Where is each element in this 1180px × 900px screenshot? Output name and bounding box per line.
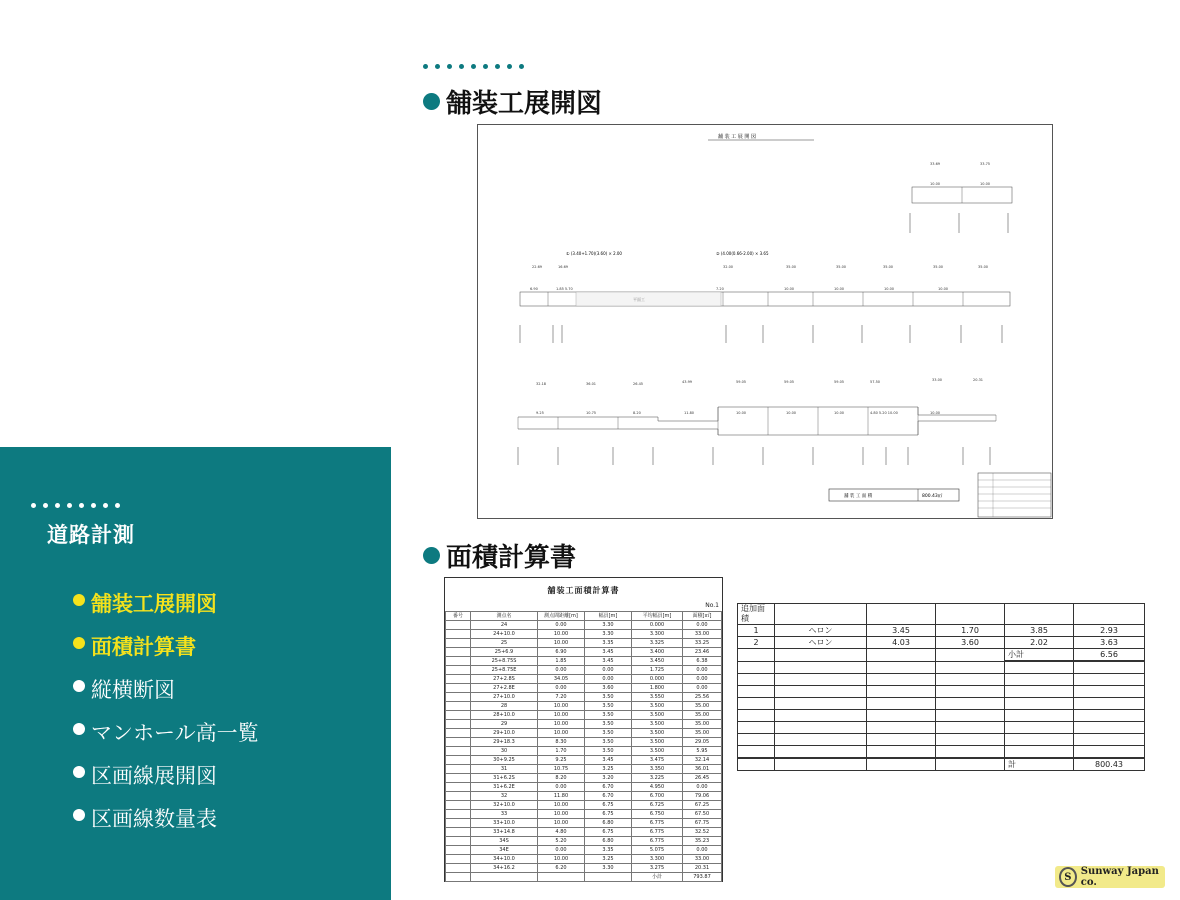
sidebar-item-area-calc[interactable]: 面積計算書 [71,631,259,674]
table-cell [446,648,471,657]
table-cell: 3.50 [585,711,632,720]
svg-text:10.00: 10.00 [834,411,845,415]
table-cell: 3.45 [585,657,632,666]
table-cell: 0.00 [683,684,722,693]
sidebar-menu [71,588,259,846]
table-row [446,774,722,783]
pavement-drawing [477,124,1053,519]
table-cell: 24 [471,621,538,630]
table-cell: 6.38 [683,657,722,666]
table-cell [446,720,471,729]
table-cell: 33.00 [683,855,722,864]
table-row [446,828,722,837]
table-cell: 5.95 [683,747,722,756]
total-label: 計 [1005,758,1074,771]
table-cell: 3.500 [632,738,683,747]
svg-text:33.75: 33.75 [980,162,991,166]
table-cell: 32.52 [683,828,722,837]
table-cell [446,855,471,864]
table-row [446,702,722,711]
table-row [446,630,722,639]
formula-2: ② (4.00(0.66-2.00) × 3.65 [716,251,769,256]
calc-heading [423,537,576,574]
svg-text:10.00: 10.00 [784,287,795,291]
table-cell: 10.00 [538,810,585,819]
sidebar-title: 道路計測 [47,523,135,547]
table-cell: 35.00 [683,720,722,729]
table-row [446,855,722,864]
table-row [446,801,722,810]
table-cell: 35.00 [683,711,722,720]
table-cell: 6.20 [538,864,585,873]
table-cell [446,792,471,801]
table-cell [446,801,471,810]
bullet-icon [73,637,85,649]
table-cell [446,675,471,684]
table-cell: 3.30 [585,630,632,639]
svg-text:59.05: 59.05 [784,380,795,384]
table-cell: 35.00 [683,729,722,738]
table-row [446,675,722,684]
table-cell: 6.75 [585,801,632,810]
svg-text:10.00: 10.00 [930,411,941,415]
svg-text:4.80 5.20 10.00: 4.80 5.20 10.00 [870,411,898,415]
table-cell [446,837,471,846]
decor-dots-sidebar [31,493,127,512]
subtotal-value: 6.56 [1074,649,1145,662]
table-row [446,837,722,846]
svg-text:10.00: 10.00 [980,182,991,186]
table-row [446,639,722,648]
table-cell: 3.225 [632,774,683,783]
table-cell: 3.20 [585,774,632,783]
sheet-page-no: No.1 [705,602,719,609]
svg-text:22.69: 22.69 [532,265,543,269]
table-cell: 31 [471,765,538,774]
table-cell: 3.500 [632,747,683,756]
bullet-icon [73,594,85,606]
table-cell: 3.50 [585,747,632,756]
table-cell: 33.25 [683,639,722,648]
table-row [446,783,722,792]
table-cell: 33.00 [683,630,722,639]
table-row: 2 ヘロン 4.03 3.60 2.02 3.63 [738,637,1145,649]
table-cell: 6.775 [632,837,683,846]
table-cell: 6.80 [585,837,632,846]
svg-text:6.90: 6.90 [530,287,538,291]
table-cell: 3.30 [585,864,632,873]
drawing-heading-text: 舗装工展開図 [446,89,603,119]
table-row [446,621,722,630]
svg-text:10.00: 10.00 [938,287,949,291]
table-cell: 23.46 [683,648,722,657]
table-row [446,864,722,873]
table-cell: 6.70 [585,783,632,792]
table-cell: 3.475 [632,756,683,765]
table-row [446,765,722,774]
table-cell [446,684,471,693]
table-cell: 3.500 [632,702,683,711]
col-header: 面積[㎡] [683,612,722,621]
table-cell: 33+14.8 [471,828,538,837]
col-header: 番号 [446,612,471,621]
table-row [446,666,722,675]
table-row [446,810,722,819]
table-cell: 3.25 [585,765,632,774]
svg-text:10.00: 10.00 [786,411,797,415]
table-cell: 24+10.0 [471,630,538,639]
table-cell: 0.00 [683,783,722,792]
decor-dots-top [423,54,531,73]
table-cell: 10.00 [538,720,585,729]
table-cell: 34.05 [538,675,585,684]
table-cell: 6.750 [632,810,683,819]
table-cell: 3.300 [632,855,683,864]
table-row [446,756,722,765]
table-cell: 32+10.0 [471,801,538,810]
sidebar-item-pavement-drawing[interactable]: 舗装工展開図 [71,588,259,631]
table-row [446,738,722,747]
table-row [446,693,722,702]
table-cell: 3.50 [585,738,632,747]
svg-text:32.18: 32.18 [536,382,547,386]
drawing-title: 舗 装 工 展 開 図 [718,134,756,140]
table-cell: 3.500 [632,720,683,729]
table-cell: 6.725 [632,801,683,810]
table-cell [446,738,471,747]
table-row [446,846,722,855]
table-cell: 10.00 [538,855,585,864]
svg-text:35.00: 35.00 [978,265,989,269]
sidebar-item-lane-marking-drawing[interactable]: 区画線展開図 [71,760,259,803]
sidebar-item-manhole-list[interactable]: マンホール高一覧 [71,717,259,760]
table-cell: 3.35 [585,639,632,648]
table-cell: 3.50 [585,693,632,702]
table-cell: 28+10.0 [471,711,538,720]
table-cell: 3.25 [585,855,632,864]
table-cell: 27+2.8E [471,684,538,693]
table-cell: 10.00 [538,729,585,738]
area-label: 舗 装 工 面 積 [844,494,873,499]
table-cell: 3.325 [632,639,683,648]
company-logo [1055,866,1165,888]
table-cell: 6.75 [585,828,632,837]
svg-text:59.05: 59.05 [736,380,747,384]
table-cell: 1.70 [538,747,585,756]
table-row [446,684,722,693]
table-cell: 5.20 [538,837,585,846]
table-cell: 3.50 [585,702,632,711]
table-cell: 1.85 [538,657,585,666]
table-cell: 6.70 [585,792,632,801]
table-cell: 29+10.0 [471,729,538,738]
table-cell: 30+9.25 [471,756,538,765]
table-cell: 29 [471,720,538,729]
table-cell: 0.00 [683,675,722,684]
table-cell [446,666,471,675]
table-cell: 1.725 [632,666,683,675]
table-cell: 10.00 [538,630,585,639]
table-cell: 0.00 [538,666,585,675]
bullet-icon [73,723,85,735]
table-cell: 1.800 [632,684,683,693]
table-cell: 4.80 [538,828,585,837]
table-cell: 3.35 [585,846,632,855]
table-cell: 0.00 [683,621,722,630]
table-cell: 3.30 [585,621,632,630]
table-cell [446,846,471,855]
table-cell: 10.00 [538,819,585,828]
table-cell: 25.56 [683,693,722,702]
table-cell: 3.60 [585,684,632,693]
table-cell: 0.00 [538,621,585,630]
table-cell: 0.00 [538,783,585,792]
table-cell [446,810,471,819]
svg-text:7.20: 7.20 [716,287,724,291]
svg-text:35.00: 35.00 [786,265,797,269]
table-cell [446,756,471,765]
svg-text:33.69: 33.69 [930,162,941,166]
subtotal-row [738,649,1145,662]
additional-area-table [737,603,1145,771]
table-cell [446,657,471,666]
table-cell: 27+2.8S [471,675,538,684]
table-cell: 6.700 [632,792,683,801]
table-cell: 3.275 [632,864,683,873]
svg-text:33.00: 33.00 [932,378,943,382]
table-cell: 6.75 [585,810,632,819]
svg-text:10.00: 10.00 [736,411,747,415]
table-cell: 31+6.2E [471,783,538,792]
svg-text:16.69: 16.69 [558,265,569,269]
total-value: 800.43 [1074,758,1145,771]
table-cell: 3.450 [632,657,683,666]
svg-text:10.00: 10.00 [884,287,895,291]
table-cell: 0.000 [632,675,683,684]
svg-text:1.85 5.70: 1.85 5.70 [556,287,573,291]
table-cell: 0.00 [538,846,585,855]
table-cell: 3.500 [632,729,683,738]
table-cell: 34S [471,837,538,846]
bullet-icon [73,680,85,692]
table-cell: 10.00 [538,711,585,720]
table-cell: 26.45 [683,774,722,783]
svg-text:20.31: 20.31 [973,378,984,382]
table-cell: 6.775 [632,828,683,837]
table-row: 1 ヘロン 3.45 1.70 3.85 2.93 [738,625,1145,637]
table-cell: 32 [471,792,538,801]
table-cell: 33 [471,810,538,819]
table-cell: 25+8.75E [471,666,538,675]
table-cell: 3.50 [585,720,632,729]
table-cell: 0.00 [585,666,632,675]
col-header: 平均幅員[m] [632,612,683,621]
table-cell: 10.00 [538,639,585,648]
table-cell: 9.25 [538,756,585,765]
subtotal-row [446,873,722,882]
table-cell [446,864,471,873]
table-row [446,720,722,729]
total-row [738,758,1145,771]
table-cell: 0.00 [683,846,722,855]
table-cell: 3.45 [585,648,632,657]
table-cell: 27+10.0 [471,693,538,702]
table-cell: 5.075 [632,846,683,855]
svg-text:9.25: 9.25 [536,411,544,415]
table-cell: 0.00 [585,675,632,684]
table-cell: 3.350 [632,765,683,774]
svg-text:10.00: 10.00 [834,287,845,291]
table-cell: 79.06 [683,792,722,801]
table-cell: 29+18.3 [471,738,538,747]
table-row [446,657,722,666]
area-value: 800.43㎡ [922,494,943,499]
table-cell: 3.550 [632,693,683,702]
table-cell [446,711,471,720]
table-cell [446,765,471,774]
table-cell: 31+6.2S [471,774,538,783]
svg-text:35.00: 35.00 [883,265,894,269]
subtotal-value: 793.87 [683,873,722,882]
table-cell: 8.30 [538,738,585,747]
table-cell: 3.400 [632,648,683,657]
table-cell: 35.23 [683,837,722,846]
table-cell: 8.20 [538,774,585,783]
center-label: 平面工 [633,297,645,302]
formula-1: ① (3.40+1.70)(3.60) × 2.00 [566,251,622,256]
table-cell: 10.75 [538,765,585,774]
table-row [446,648,722,657]
table-row [446,729,722,738]
table-cell: 34E [471,846,538,855]
table-cell [446,774,471,783]
bullet-icon [73,766,85,778]
table-cell: 0.00 [683,666,722,675]
table-row [446,747,722,756]
svg-text:11.80: 11.80 [684,411,695,415]
table-cell: 6.90 [538,648,585,657]
bullet-icon [73,809,85,821]
table-cell: 3.500 [632,711,683,720]
svg-text:10.00: 10.00 [930,182,941,186]
table-cell: 33+10.0 [471,819,538,828]
table-cell: 67.75 [683,819,722,828]
table-cell [446,639,471,648]
col-header: 測点間距離[m] [538,612,585,621]
sidebar-item-lane-marking-quantity[interactable]: 区画線数量表 [71,803,259,846]
table-cell: 25+8.75S [471,657,538,666]
table-cell: 3.45 [585,756,632,765]
table-cell [446,783,471,792]
svg-text:35.00: 35.00 [933,265,944,269]
svg-text:36.01: 36.01 [586,382,597,386]
area-calc-sheet [444,577,723,882]
table-cell: 6.80 [585,819,632,828]
table-row [446,711,722,720]
table-row [446,792,722,801]
table-cell: 35.00 [683,702,722,711]
table-cell: 0.000 [632,621,683,630]
table-cell: 67.50 [683,810,722,819]
table-cell: 0.00 [538,684,585,693]
table-cell: 32.14 [683,756,722,765]
subtotal-label: 小計 [632,873,683,882]
drawing-svg [478,125,1052,518]
table-cell: 25+6.9 [471,648,538,657]
table-cell: 6.775 [632,819,683,828]
svg-text:57.50: 57.50 [870,380,881,384]
add-header: 追加面積 [738,604,775,625]
table-cell [446,693,471,702]
table-cell: 20.31 [683,864,722,873]
svg-text:8.20: 8.20 [633,411,641,415]
col-header: 測点名 [471,612,538,621]
table-cell [446,630,471,639]
table-cell: 29.05 [683,738,722,747]
logo-text: Sunway Japan co. [1080,866,1159,888]
table-cell: 7.20 [538,693,585,702]
table-cell: 36.01 [683,765,722,774]
table-cell: 28 [471,702,538,711]
bullet-icon [423,547,440,564]
table-cell [446,819,471,828]
col-header: 幅員[m] [585,612,632,621]
table-cell [446,747,471,756]
drawing-heading [423,83,602,120]
table-cell [446,702,471,711]
table-cell: 3.300 [632,630,683,639]
table-cell: 10.00 [538,801,585,810]
table-cell: 30 [471,747,538,756]
table-cell: 3.50 [585,729,632,738]
calc-table [445,611,722,882]
subtotal-label: 小計 [1005,649,1074,662]
svg-text:26.45: 26.45 [633,382,644,386]
table-cell [446,729,471,738]
svg-text:10.75: 10.75 [586,411,597,415]
svg-text:35.00: 35.00 [836,265,847,269]
sidebar-item-cross-section[interactable]: 縦横断図 [71,674,259,717]
table-cell [446,621,471,630]
table-cell: 4.950 [632,783,683,792]
svg-text:32.00: 32.00 [723,265,734,269]
table-cell: 67.25 [683,801,722,810]
logo-mark-icon: S [1059,867,1077,887]
table-row [446,819,722,828]
table-cell: 34+16.2 [471,864,538,873]
table-cell: 10.00 [538,702,585,711]
calc-heading-text: 面積計算書 [446,543,577,573]
bullet-icon [423,93,440,110]
svg-text:43.99: 43.99 [682,380,693,384]
sheet-title: 舗装工面積計算書 [547,586,620,595]
table-cell: 34+10.0 [471,855,538,864]
svg-text:59.05: 59.05 [834,380,845,384]
table-cell: 11.80 [538,792,585,801]
table-cell: 25 [471,639,538,648]
table-cell [446,828,471,837]
